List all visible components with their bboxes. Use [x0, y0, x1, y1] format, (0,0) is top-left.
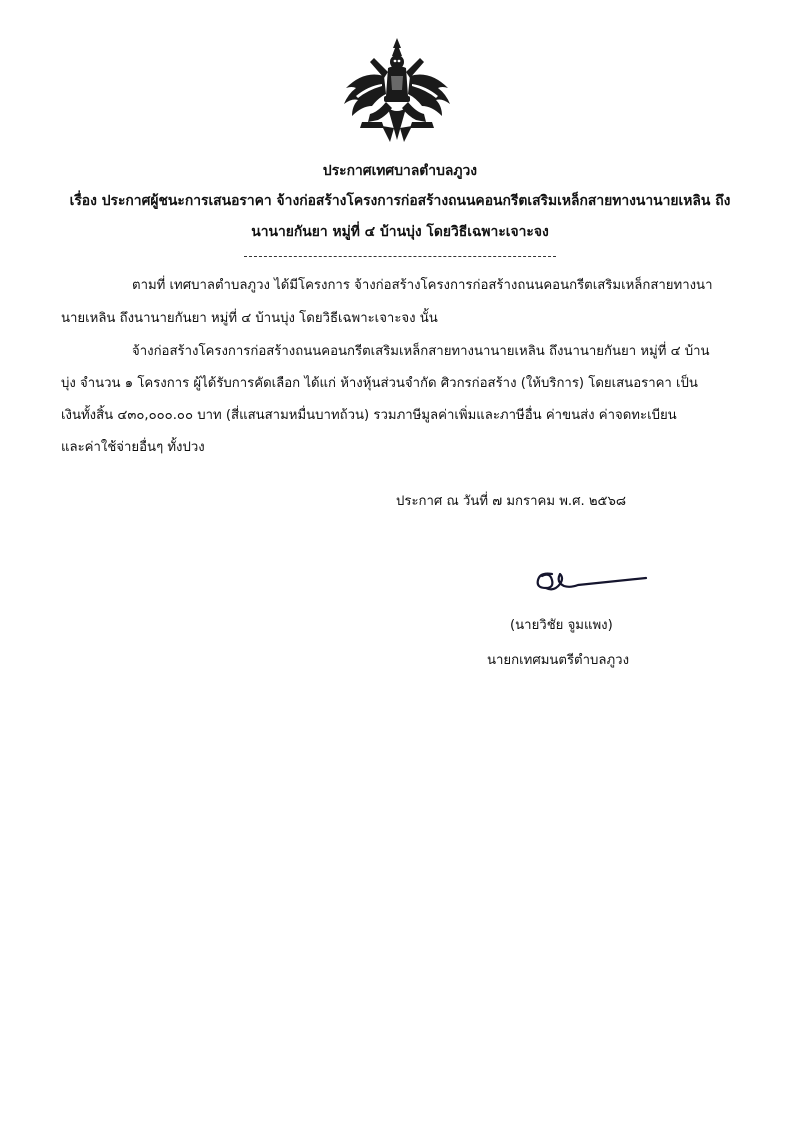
subject-line-1: เรื่อง ประกาศผู้ชนะการเสนอราคา จ้างก่อสร้างโครงการก่อสร้างถนนคอนกรีตเสริมเหล็กสายทางนานายเหลิน ถึง [69, 193, 731, 209]
handwritten-signature [530, 566, 648, 596]
announcement-date: ประกาศ ณ วันที่ ๗ มกราคม พ.ศ. ๒๕๖๘ [396, 494, 627, 509]
paragraph-1-line-1: ตามที่ เทศบาลตำบลภูวง ได้มีโครงการ จ้างก่อสร้างโครงการก่อสร้างถนนคอนกรีตเสริมเหล็กสายทางนา [132, 278, 713, 293]
paragraph-2-line-2: บุ่ง จำนวน ๑ โครงการ ผู้ได้รับการคัดเลือก ได้แก่ ห้างหุ้นส่วนจำกัด ศิวกรก่อสร้าง (ให้บริการ) โดยเสนอราคา เป็น [61, 376, 698, 391]
paragraph-2-line-4: และค่าใช้จ่ายอื่นๆ ทั้งปวง [61, 440, 205, 455]
paragraph-2-line-3: เงินทั้งสิ้น ๔๓๐,๐๐๐.๐๐ บาท (สี่แสนสามหมื่นบาทถ้วน) รวมภาษีมูลค่าเพิ่มและภาษีอื่น ค่าขนส่ง ค่าจดทะเบียน [61, 408, 677, 423]
paragraph-1-line-2: นายเหลิน ถึงนานายกันยา หมู่ที่ ๔ บ้านบุ่ง โดยวิธีเฉพาะเจาะจง นั้น [61, 311, 438, 326]
signatory-name: (นายวิชัย จูมแพง) [510, 618, 613, 633]
garuda-emblem-icon [338, 36, 456, 146]
issuer-title: ประกาศเทศบาลตำบลภูวง [322, 163, 478, 179]
dashed-divider [244, 256, 556, 257]
paragraph-2-line-1: จ้างก่อสร้างโครงการก่อสร้างถนนคอนกรีตเสริมเหล็กสายทางนานายเหลิน ถึงนานายกันยา หมู่ที่ ๔ บ้าน [132, 344, 710, 359]
subject-line-2: นานายกันยา หมู่ที่ ๔ บ้านบุ่ง โดยวิธีเฉพาะเจาะจง [251, 224, 549, 240]
signatory-position: นายกเทศมนตรีตำบลภูวง [487, 653, 630, 668]
